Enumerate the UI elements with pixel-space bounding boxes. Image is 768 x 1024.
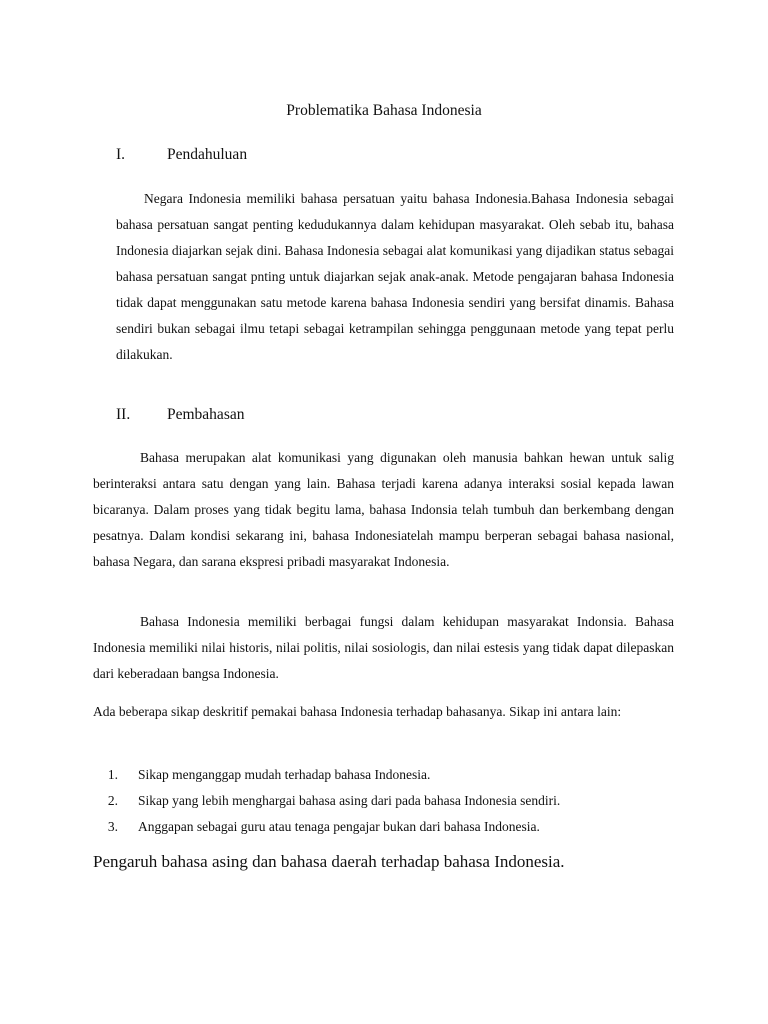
list-item <box>93 814 560 840</box>
paragraph-sikap: Ada beberapa sikap deskritif pemakai bahasa Indonesia terhadap bahasanya. Sikap ini antara lain: <box>93 704 622 719</box>
list-text: Anggapan sebagai guru atau tenaga pengajar bukan dari bahasa Indonesia. <box>138 819 540 834</box>
sikap-list <box>93 762 560 840</box>
paragraph-text: Bahasa merupakan alat komunikasi yang digunakan oleh manusia bahkan hewan untuk salig berinteraksi antara satu dengan yang lain. Bahasa terjadi karena adanya interaksi sosial kepada lawan bicaranya. Dalam proses yang tidak begitu lama, bahasa Indonsia telah tumbuh dan berkembang dengan pesatnya. Dalam kondisi sekarang ini, bahasa Indonesiatelah mampu berperan sebagai bahasa nasional, bahasa Negara, dan sarana ekspresi pribadi masyarakat Indonesia. <box>93 450 674 569</box>
subheading-pengaruh: Pengaruh bahasa asing dan bahasa daerah terhadap bahasa Indonesia. <box>93 852 565 871</box>
list-item <box>93 788 560 814</box>
section-heading-pendahuluan <box>116 146 247 164</box>
section-title: Pendahuluan <box>167 146 248 163</box>
document-title: Problematika Bahasa Indonesia <box>286 102 482 119</box>
section-title: Pembahasan <box>167 406 245 423</box>
list-item <box>93 762 560 788</box>
list-text: Sikap yang lebih menghargai bahasa asing dari pada bahasa Indonesia sendiri. <box>138 793 561 808</box>
list-number: 1. <box>107 767 118 782</box>
list-number: 3. <box>107 819 118 834</box>
paragraph-fungsi <box>93 609 674 687</box>
paragraph-pendahuluan <box>116 186 674 368</box>
paragraph-text: Bahasa Indonesia memiliki berbagai fungsi dalam kehidupan masyarakat Indonsia. Bahasa Indonesia memiliki nilai historis, nilai politis, nilai sosiologis, dan nilai estesis yang tidak dapat dilepaskan dari keberadaan bangsa Indonesia. <box>93 614 674 681</box>
section-number: I. <box>116 146 126 163</box>
paragraph-bahasa <box>93 445 674 575</box>
paragraph-text: Negara Indonesia memiliki bahasa persatuan yaitu bahasa Indonesia.Bahasa Indonesia sebagai bahasa persatuan sangat penting kedudukannya dalam kehidupan masyarakat. Oleh sebab itu, bahasa Indonesia diajarkan sejak dini. Bahasa Indonesia sebagai alat komunikasi yang dijadikan status sebagai bahasa persatuan sangat pnting untuk diajarkan sejak anak-anak. Metode pengajaran bahasa Indonesia tidak dapat menggunakan satu metode karena bahasa Indonesia sendiri yang bersifat dinamis. Bahasa sendiri bukan sebagai ilmu tetapi sebagai ketrampilan sehingga penggunaan metode yang tepat perlu dilakukan. <box>116 191 674 362</box>
list-text: Sikap menganggap mudah terhadap bahasa Indonesia. <box>138 767 431 782</box>
list-number: 2. <box>107 793 118 808</box>
section-heading-pembahasan <box>116 406 244 424</box>
section-number: II. <box>116 406 131 423</box>
